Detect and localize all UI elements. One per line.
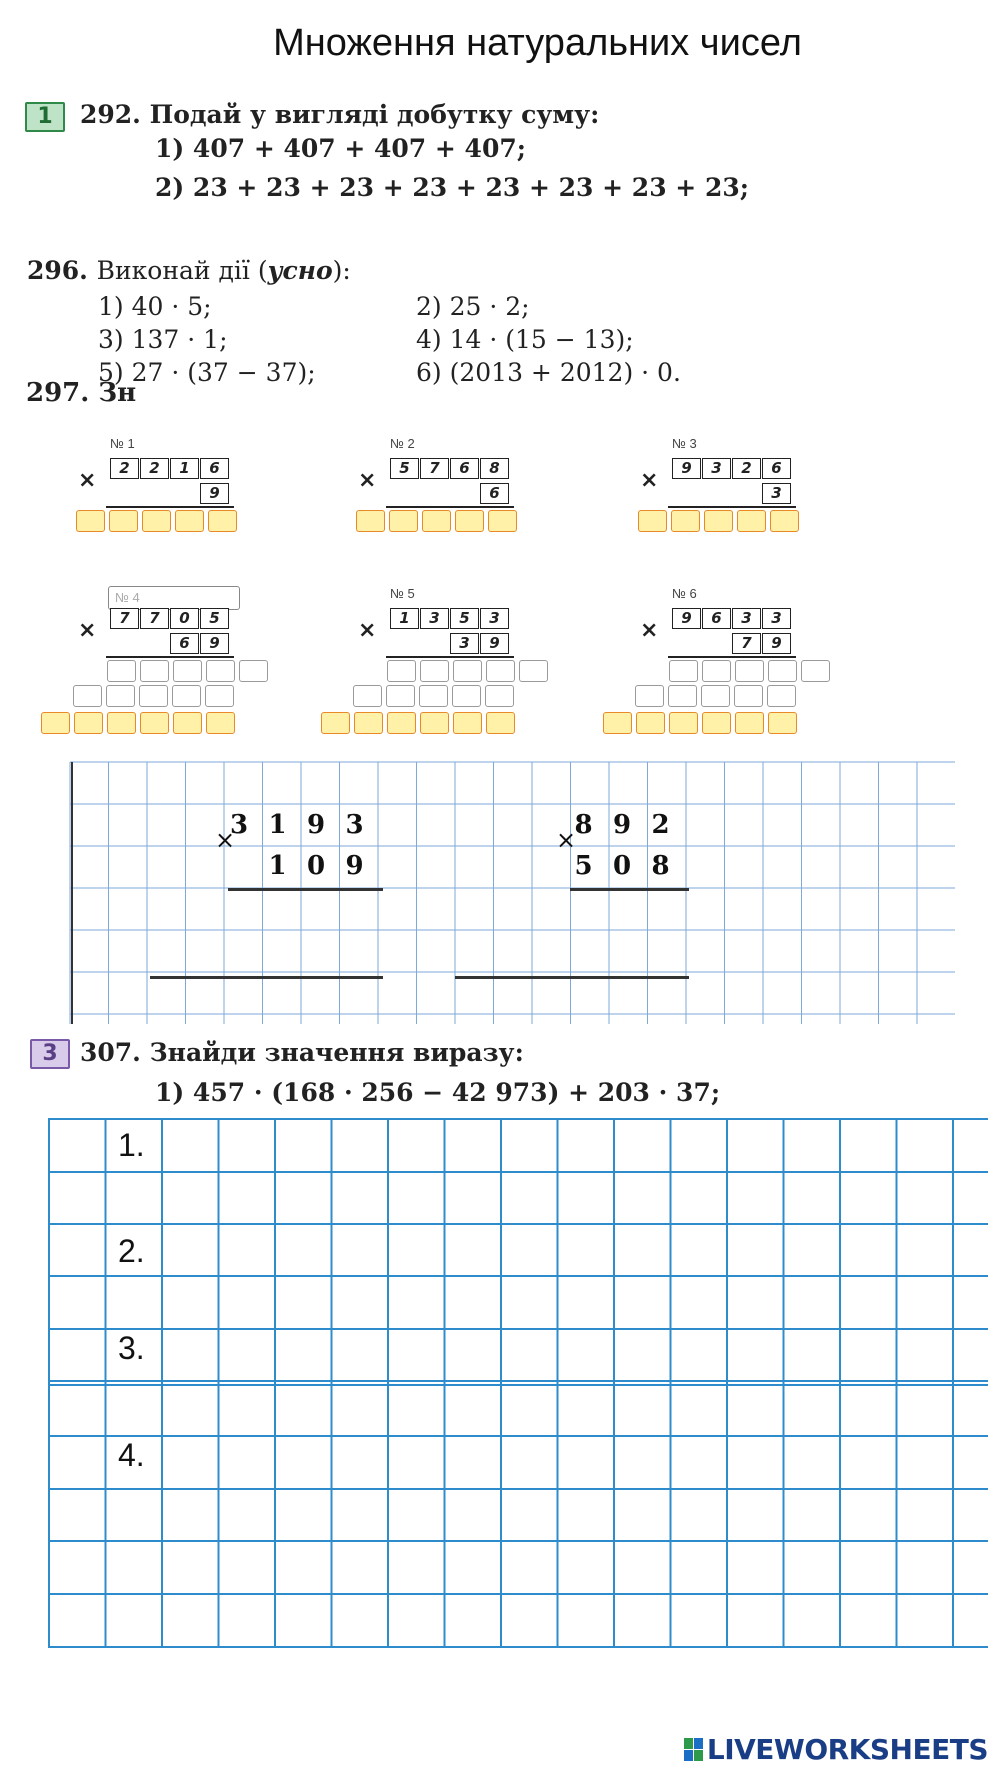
partial-product-box[interactable]	[107, 660, 136, 682]
task-296-text-italic: усно	[267, 256, 333, 285]
digit-cell: 1	[170, 458, 199, 479]
partial-product-box[interactable]	[702, 660, 731, 682]
task-292-number: 292.	[80, 100, 141, 129]
partial-product-box[interactable]	[767, 685, 796, 707]
answer-box[interactable]	[422, 510, 451, 532]
task-296-number: 296.	[27, 256, 88, 285]
partial-product-box[interactable]	[139, 685, 168, 707]
grid-digit: 3	[345, 810, 364, 840]
digit-cell: 9	[762, 633, 791, 654]
partial-product-box[interactable]	[386, 685, 415, 707]
partial-product-box[interactable]	[239, 660, 268, 682]
answer-box[interactable]	[638, 510, 667, 532]
answer-box[interactable]	[704, 510, 733, 532]
digit-cell: 5	[200, 608, 229, 629]
digit-cell: 7	[732, 633, 761, 654]
underline	[386, 506, 514, 508]
digit-cell: 6	[702, 608, 731, 629]
answer-box[interactable]	[603, 712, 632, 734]
underline	[668, 506, 796, 508]
answer-input-2[interactable]	[98, 1270, 488, 1310]
grid-left-margin-line	[71, 762, 73, 1024]
times-sign: ×	[556, 826, 577, 854]
task-292-heading	[80, 100, 599, 129]
digit-cell: 9	[672, 608, 701, 629]
partial-product-box[interactable]	[419, 685, 448, 707]
answer-box[interactable]	[671, 510, 700, 532]
underline	[106, 656, 234, 658]
digit-cell: 2	[110, 458, 139, 479]
digit-cell: 6	[200, 458, 229, 479]
product-line	[228, 888, 383, 891]
answer-box[interactable]	[453, 712, 482, 734]
answer-box[interactable]	[702, 712, 731, 734]
times-sign: ×	[215, 826, 236, 854]
partial-product-box[interactable]	[635, 685, 664, 707]
partial-product-box[interactable]	[206, 660, 235, 682]
brand-name: LIVEWORKSHEETS	[706, 1733, 988, 1766]
answer-box[interactable]	[354, 712, 383, 734]
task-296-item-6: 6) (2013 + 2012) · 0.	[416, 358, 681, 387]
partial-product-box[interactable]	[205, 685, 234, 707]
digit-cell: 2	[732, 458, 761, 479]
row-label-3: 3.	[118, 1330, 145, 1366]
task-307-expression: 1) 457 · (168 · 256 − 42 973) + 203 · 37;	[155, 1078, 721, 1107]
brand-logo-icon	[684, 1738, 704, 1762]
answer-box[interactable]	[173, 712, 202, 734]
cutoff-text: 297. Зн	[26, 378, 137, 408]
digit-cell: 7	[110, 608, 139, 629]
partial-product-box[interactable]	[353, 685, 382, 707]
answer-input-3[interactable]	[98, 1370, 488, 1410]
digit-cell: 6	[762, 458, 791, 479]
partial-product-box[interactable]	[701, 685, 730, 707]
exercise-label: № 2	[390, 436, 415, 451]
digit-cell: 3	[420, 608, 449, 629]
task-296-item-1: 1) 40 · 5;	[98, 292, 212, 321]
grid-answer-area[interactable]	[455, 896, 689, 1016]
grid-digit: 1	[268, 851, 287, 881]
digit-cell: 3	[762, 608, 791, 629]
answer-box[interactable]	[486, 712, 515, 734]
digit-cell: 8	[480, 458, 509, 479]
answer-box[interactable]	[107, 712, 136, 734]
exercise-label: № 4	[108, 586, 240, 610]
partial-product-box[interactable]	[801, 660, 830, 682]
digit-cell: 6	[450, 458, 479, 479]
task-296-text-end: ):	[332, 256, 351, 285]
answer-box[interactable]	[389, 510, 418, 532]
answer-box[interactable]	[356, 510, 385, 532]
task-296-heading	[27, 256, 351, 285]
partial-product-box[interactable]	[734, 685, 763, 707]
answer-box[interactable]	[140, 712, 169, 734]
answer-input-1[interactable]	[98, 1170, 488, 1210]
task-296-item-5: 5) 27 · (37 − 37);	[98, 358, 316, 387]
answer-box[interactable]	[109, 510, 138, 532]
times-sign: ×	[640, 468, 659, 493]
exercise-label: № 3	[672, 436, 697, 451]
task-292-text: Подай у вигляді добутку суму:	[149, 100, 600, 129]
task-296-item-2: 2) 25 · 2;	[416, 292, 530, 321]
grid-digit: 0	[612, 851, 632, 881]
task-292-item-2: 2) 23 + 23 + 23 + 23 + 23 + 23 + 23 + 23;	[155, 173, 749, 202]
digit-cell: 0	[170, 608, 199, 629]
digit-cell: 9	[200, 483, 229, 504]
partial-product-box[interactable]	[173, 660, 202, 682]
task-307-text: Знайди значення виразу:	[149, 1038, 524, 1067]
grid-digit: 9	[345, 851, 364, 881]
partial-product-box[interactable]	[73, 685, 102, 707]
digit-cell: 3	[762, 483, 791, 504]
grid-digit: 9	[612, 810, 632, 840]
liveworksheets-logo[interactable]	[684, 1733, 988, 1766]
underline	[386, 656, 514, 658]
partial-product-box[interactable]	[140, 660, 169, 682]
partial-product-box[interactable]	[668, 685, 697, 707]
grid-digit: 8	[651, 851, 670, 881]
digit-cell: 3	[732, 608, 761, 629]
task-307-number: 307.	[80, 1038, 141, 1067]
digit-cell: 9	[672, 458, 701, 479]
digit-cell: 3	[702, 458, 731, 479]
page-title: Множення натуральних чисел	[273, 22, 802, 64]
row-label-4: 4.	[118, 1437, 145, 1473]
digit-cell: 3	[480, 608, 509, 629]
partial-product-box[interactable]	[735, 660, 764, 682]
task-307-heading	[80, 1038, 524, 1067]
row-label-2: 2.	[118, 1233, 145, 1269]
task-292-item-1: 1) 407 + 407 + 407 + 407;	[155, 134, 526, 163]
answer-box[interactable]	[636, 712, 665, 734]
partial-product-box[interactable]	[106, 685, 135, 707]
grid-digit: 1	[268, 810, 287, 840]
exercise-label: № 6	[672, 586, 697, 601]
product-line	[570, 888, 689, 891]
answer-box[interactable]	[770, 510, 799, 532]
exercise-label: № 5	[390, 586, 415, 601]
partial-product-box[interactable]	[669, 660, 698, 682]
underline	[106, 506, 234, 508]
answer-box[interactable]	[455, 510, 484, 532]
digit-cell: 2	[140, 458, 169, 479]
digit-cell: 6	[170, 633, 199, 654]
times-sign: ×	[640, 618, 659, 643]
times-sign: ×	[358, 468, 377, 493]
times-sign: ×	[358, 618, 377, 643]
partial-product-box[interactable]	[485, 685, 514, 707]
digit-cell: 1	[390, 608, 419, 629]
digit-cell: 7	[140, 608, 169, 629]
answer-box[interactable]	[387, 712, 416, 734]
task-296-item-3: 3) 137 · 1;	[98, 325, 228, 354]
level-badge-1: 1	[25, 102, 65, 132]
answer-box[interactable]	[142, 510, 171, 532]
digit-cell: 7	[420, 458, 449, 479]
row-label-1: 1.	[118, 1127, 145, 1163]
answer-box[interactable]	[669, 712, 698, 734]
answer-box[interactable]	[74, 712, 103, 734]
answer-box[interactable]	[420, 712, 449, 734]
answer-box[interactable]	[735, 712, 764, 734]
grid-digit: 9	[306, 810, 326, 840]
underline	[668, 656, 796, 658]
digit-cell: 5	[450, 608, 479, 629]
grid-digit: 2	[651, 810, 670, 840]
answer-box[interactable]	[768, 712, 797, 734]
partial-product-box[interactable]	[768, 660, 797, 682]
digit-cell: 5	[390, 458, 419, 479]
answer-box[interactable]	[206, 712, 235, 734]
partial-product-box[interactable]	[452, 685, 481, 707]
answer-box[interactable]	[488, 510, 517, 532]
partial-product-box[interactable]	[453, 660, 482, 682]
answer-box[interactable]	[76, 510, 105, 532]
grid-digit: 8	[574, 810, 593, 840]
partial-product-box[interactable]	[486, 660, 515, 682]
answer-box[interactable]	[41, 712, 70, 734]
grid-digit: 0	[306, 851, 326, 881]
partial-product-box[interactable]	[420, 660, 449, 682]
task-296-item-4: 4) 14 · (15 − 13);	[416, 325, 634, 354]
digit-cell: 9	[200, 633, 229, 654]
digit-cell: 6	[480, 483, 509, 504]
grid-answer-area[interactable]	[150, 896, 383, 1016]
digit-cell: 3	[450, 633, 479, 654]
level-badge-3: 3	[30, 1039, 70, 1069]
partial-product-box[interactable]	[387, 660, 416, 682]
answer-box[interactable]	[321, 712, 350, 734]
times-sign: ×	[78, 468, 97, 493]
partial-product-box[interactable]	[172, 685, 201, 707]
cutoff-task-text	[0, 378, 230, 408]
exercise-label: № 1	[110, 436, 135, 451]
digit-cell: 9	[480, 633, 509, 654]
answer-box[interactable]	[175, 510, 204, 532]
grid-digit: 3	[229, 810, 249, 840]
answer-box[interactable]	[737, 510, 766, 532]
times-sign: ×	[78, 618, 97, 643]
answer-input-4[interactable]	[98, 1475, 488, 1515]
partial-product-box[interactable]	[519, 660, 548, 682]
grid-digit: 5	[574, 851, 593, 881]
task-296-text: Виконай дії (	[96, 256, 268, 285]
answer-box[interactable]	[208, 510, 237, 532]
